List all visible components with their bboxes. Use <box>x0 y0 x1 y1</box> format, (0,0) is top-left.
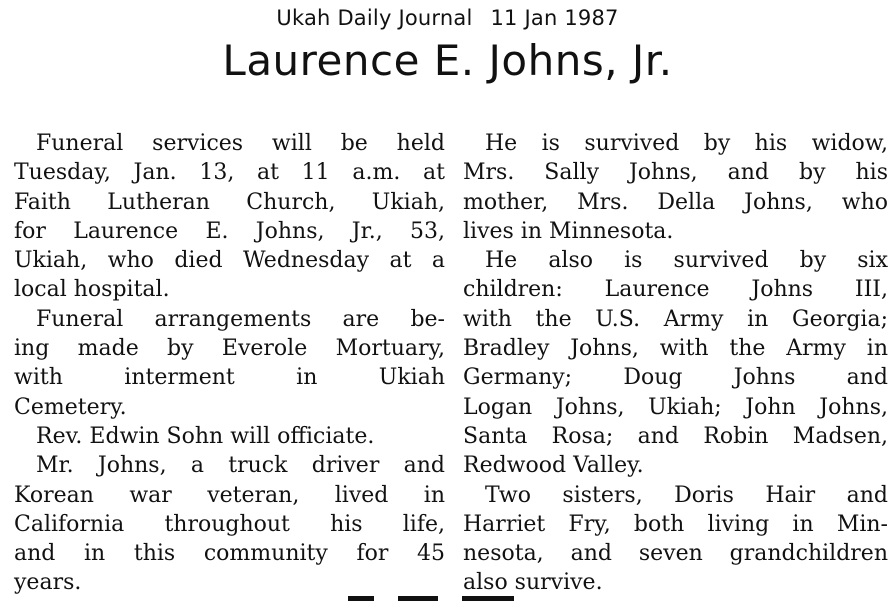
text-line: Mrs. Sally Johns, and by his <box>463 160 888 186</box>
article-column-left <box>14 129 445 598</box>
text-line: with the U.S. Army in Georgia; <box>463 306 888 332</box>
text-line: for Laurence E. Johns, Jr., 53, <box>14 218 445 244</box>
text-line: with interment in Ukiah <box>14 365 445 391</box>
text-line: nesota, and seven grandchildren <box>463 541 888 567</box>
text-line: Harriet Fry, both living in Min- <box>463 511 888 537</box>
obituary-title: Laurence E. Johns, Jr. <box>222 36 673 85</box>
text-line: children: Laurence Johns III, <box>463 277 888 303</box>
text-line: mother, Mrs. Della Johns, who <box>463 189 888 215</box>
text-line: Two sisters, Doris Hair and <box>485 482 888 508</box>
article-column-right <box>463 129 888 598</box>
text-line: California throughout his life, <box>14 511 445 537</box>
text-line: Funeral services will be held <box>36 131 445 156</box>
text-line: Redwood Valley. <box>463 453 644 479</box>
text-line: and in this community for 45 <box>14 541 445 567</box>
text-line: He also is survived by six <box>485 248 888 274</box>
text-line: Mr. Johns, a truck driver and <box>36 453 445 479</box>
text-line: local hospital. <box>14 277 170 303</box>
publication-date: 11 Jan 1987 <box>490 6 619 30</box>
text-line: Rev. Edwin Sohn will officiate. <box>36 423 375 449</box>
text-line: Tuesday, Jan. 13, at 11 a.m. at <box>14 160 445 186</box>
text-line: years. <box>14 570 82 596</box>
text-line: Korean war veteran, lived in <box>14 482 445 508</box>
next-article-headline-fragment <box>340 596 540 610</box>
text-line: Cemetery. <box>14 394 127 420</box>
text-line: Germany; Doug Johns and <box>463 365 888 391</box>
publication-name: Ukah Daily Journal <box>276 6 473 30</box>
text-line: Logan Johns, Ukiah; John Johns, <box>463 394 888 420</box>
newspaper-header <box>0 6 895 30</box>
text-line: Santa Rosa; and Robin Madsen, <box>463 423 888 449</box>
text-line: Faith Lutheran Church, Ukiah, <box>14 189 445 215</box>
text-line: lives in Minnesota. <box>463 218 674 244</box>
text-line: also survive. <box>463 570 603 596</box>
text-line: Ukiah, who died Wednesday at a <box>14 248 445 274</box>
text-line: Bradley Johns, with the Army in <box>463 336 888 362</box>
text-line: Funeral arrangements are be- <box>36 306 445 332</box>
text-line: ing made by Everole Mortuary, <box>14 336 445 362</box>
text-line: He is survived by his widow, <box>485 131 888 156</box>
